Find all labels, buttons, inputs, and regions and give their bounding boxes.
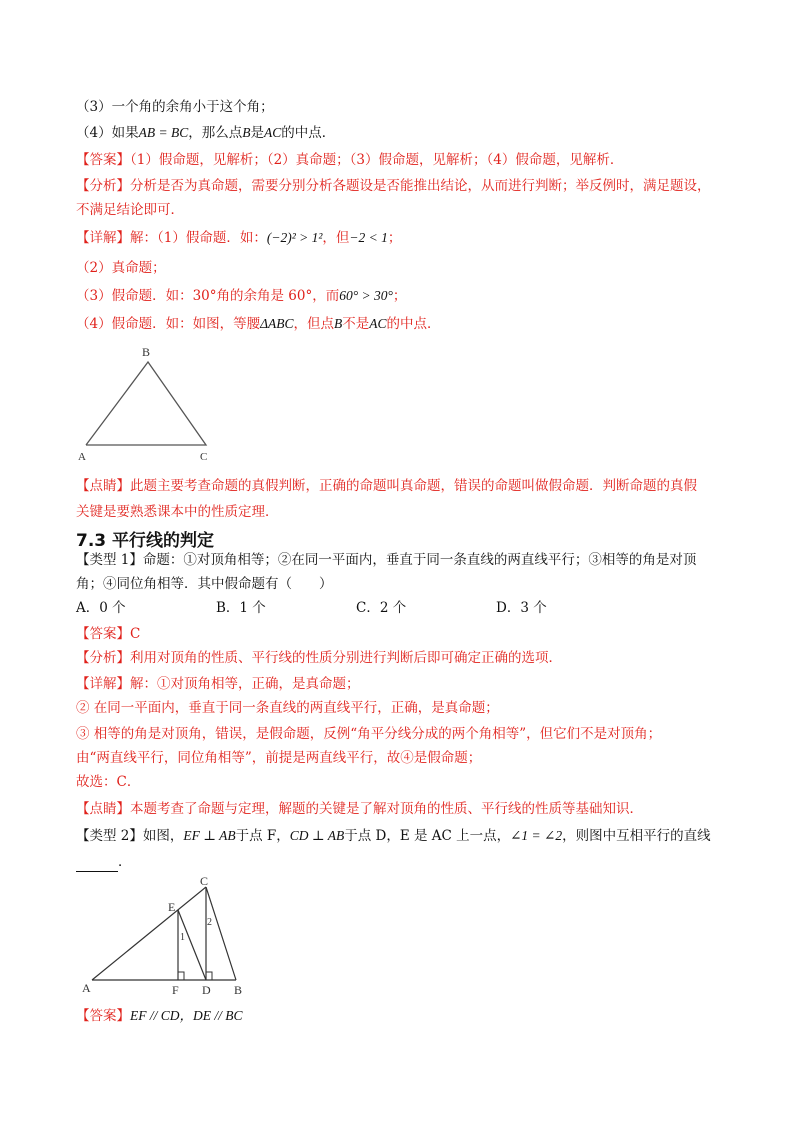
question-text: ，则图中互相平行的直线 — [562, 828, 711, 844]
math-ef-perp-ab: EF ⊥ AB — [183, 828, 236, 843]
label-a: A — [78, 451, 86, 463]
statement-4-text: 是 — [250, 125, 264, 141]
math-parallel-answer: EF // CD，DE // BC — [130, 1008, 243, 1023]
label-c: C — [200, 451, 208, 463]
statement-4-text: 的中点． — [281, 125, 336, 141]
angle-1-label: 1 — [180, 932, 185, 943]
question-text: 【类型 2】如图， — [76, 828, 184, 844]
angle-2-label: 2 — [207, 917, 212, 928]
math-b: B — [242, 125, 251, 140]
question-text: 于点 F， — [235, 828, 290, 844]
math-cd-perp-ab: CD ⊥ AB — [289, 828, 345, 843]
option-a: A．0 个 — [76, 600, 126, 616]
math-inequality: (−2)² > 1² — [266, 230, 323, 245]
answer-3-label: 【答案】 — [76, 1008, 130, 1024]
label-f: F — [172, 983, 179, 997]
math-angle-eq: ∠1 = ∠2 — [510, 828, 563, 843]
label-c: C — [200, 875, 209, 888]
type-1a: 【类型 1】命题：①对顶角相等；②在同一平面内，垂直于同一条直线的两直线平行；③相等的角是对顶 — [76, 552, 697, 568]
detail-text: （4）假命题．如：如图，等腰 — [76, 316, 261, 332]
option-c: C．2 个 — [356, 600, 407, 616]
detail-6: ② 在同一平面内，垂直于同一条直线的两直线平行，正确，是真命题； — [76, 700, 499, 716]
math-b: B — [334, 316, 343, 331]
detail-text: 的中点． — [386, 316, 441, 332]
tip-1b: 关键是要熟悉课本中的性质定理． — [76, 504, 279, 520]
label-a: A — [82, 981, 91, 995]
statement-4-text: ，那么点 — [188, 125, 243, 141]
label-b: B — [142, 345, 151, 359]
question-text: 于点 D，E 是 AC 上一点， — [344, 828, 511, 844]
detail-7: ③ 相等的角是对顶角，错误，是假命题，反例“角平分线分成的两个角相等”，但它们不是对顶角； — [76, 726, 662, 742]
statement-4-text: （4）如果 — [76, 125, 139, 141]
question-end: ． — [118, 854, 132, 870]
answer-blank — [76, 857, 118, 872]
analysis-1b: 不满足结论即可． — [76, 202, 184, 218]
statement-3: （3）一个角的余角小于这个角； — [76, 99, 274, 115]
math-inequality-2: −2 < 1 — [349, 230, 388, 245]
section-heading: 7.3 平行线的判定 — [76, 531, 215, 551]
detail-5: 【详解】解：①对顶角相等，正确，是真命题； — [76, 676, 360, 692]
detail-2: （2）真命题； — [76, 260, 166, 276]
label-d: D — [202, 983, 211, 997]
option-b: B．1 个 — [216, 600, 266, 616]
parallel-lines-figure — [76, 875, 276, 1000]
option-d: D．3 个 — [496, 600, 547, 616]
detail-3 — [76, 286, 406, 306]
math-ac: AC — [369, 316, 387, 331]
analysis-2: 【分析】利用对顶角的性质、平行线的性质分别进行判断后即可确定正确的选项． — [76, 650, 562, 666]
math-ac: AC — [263, 125, 282, 140]
detail-1 — [76, 228, 401, 248]
detail-4 — [76, 314, 441, 334]
answer-blank-line — [76, 852, 132, 872]
label-e: E — [168, 900, 176, 914]
math-ab-eq-bc: AB = BC — [138, 125, 189, 140]
math-degrees: 60° > 30° — [339, 288, 393, 303]
detail-text: 【详解】解：（1）假命题．如： — [76, 230, 267, 246]
detail-text: ，但点 — [293, 316, 335, 332]
triangle-figure — [76, 340, 226, 465]
detail-9: 故选：C． — [76, 774, 141, 790]
detail-text: ，但 — [322, 230, 350, 246]
label-b: B — [234, 983, 243, 997]
answer-3 — [76, 1006, 243, 1026]
type-2-question — [76, 826, 711, 846]
analysis-1a: 【分析】分析是否为真命题，需要分别分析各题设是否能推出结论，从而进行判断；举反例时，满足题设， — [76, 178, 711, 194]
detail-text: 不是 — [342, 316, 370, 332]
detail-text: （3）假命题．如：30°角的余角是 60°，而 — [76, 288, 340, 304]
detail-text: ； — [392, 288, 407, 304]
tip-1a: 【点睛】此题主要考查命题的真假判断，正确的命题叫真命题，错误的命题叫做假命题．判断命题的真假 — [76, 478, 697, 494]
answer-2: 【答案】C — [76, 626, 141, 642]
type-1b: 角；④同位角相等．其中假命题有（ ） — [76, 576, 333, 592]
options-row — [76, 598, 636, 618]
detail-8: 由“两直线平行，同位角相等”，前提是两直线平行，故④是假命题； — [76, 750, 482, 766]
tip-2: 【点睛】本题考查了命题与定理，解题的关键是了解对顶角的性质、平行线的性质等基础知识． — [76, 801, 643, 817]
detail-text: ； — [387, 230, 402, 246]
statement-4 — [76, 123, 335, 143]
math-triangle: ΔABC — [260, 316, 294, 331]
answer-1: 【答案】（1）假命题，见解析；（2）真命题；（3）假命题，见解析；（4）假命题，见解析． — [76, 152, 624, 168]
